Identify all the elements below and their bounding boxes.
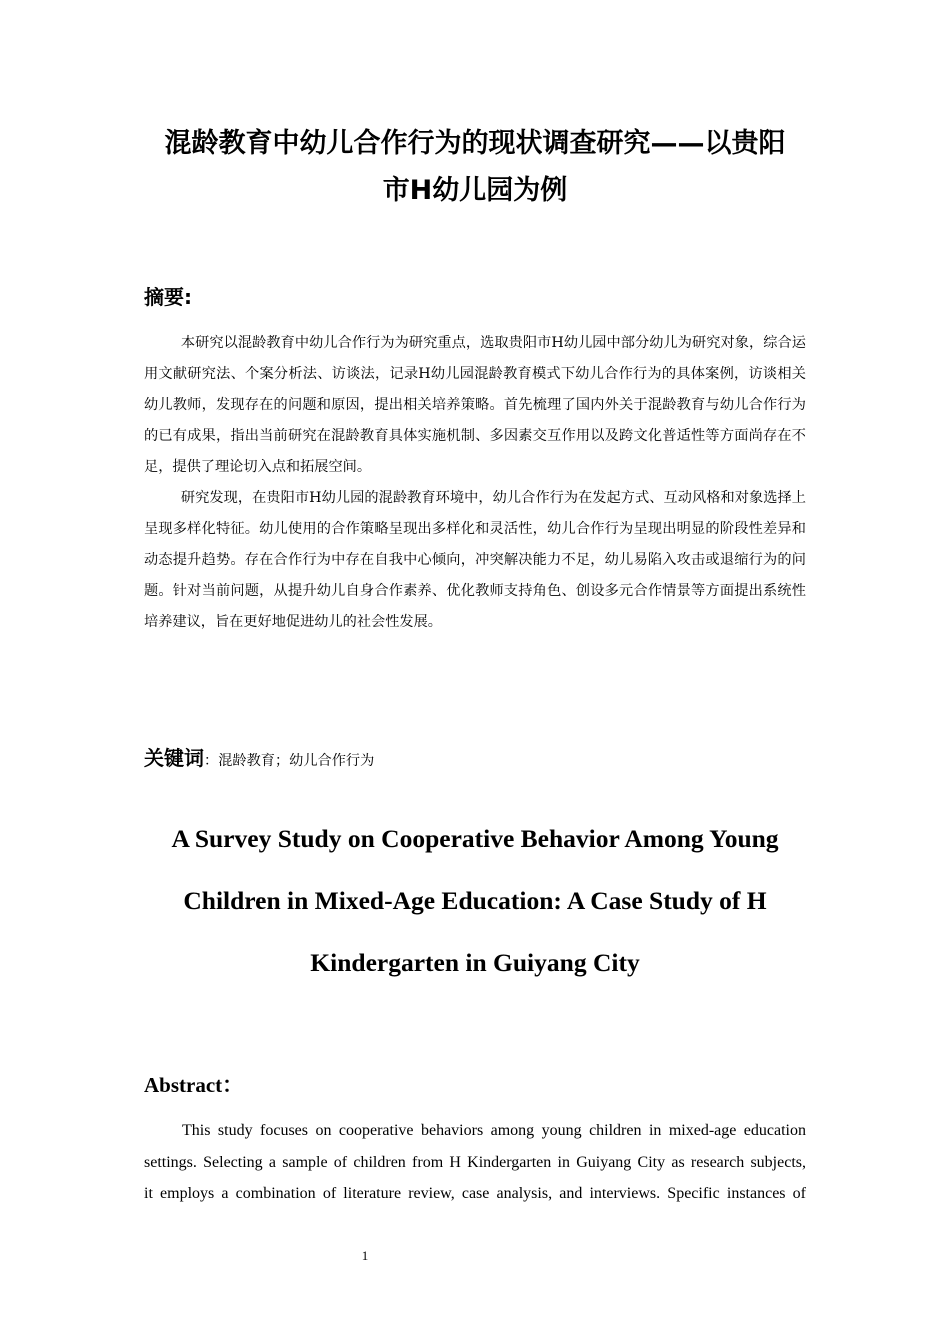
keywords-colon: ： — [204, 753, 219, 769]
chinese-abstract-paragraph-2: 研究发现，在贵阳市H幼儿园的混龄教育环境中，幼儿合作行为在发起方式、互动风格和对象选择上呈现多样化特征。幼儿使用的合作策略呈现出多样化和灵活性，幼儿合作行为呈现出明显的阶段性差异和动态提升趋势。存在合作行为中存在自我中心倾向，冲突解决能力不足，幼儿易陷入攻击或退缩行为的问题。针对当前问题，从提升幼儿自身合作素养、优化教师支持角色、创设多元合作情景等方面提出系统性培养建议，旨在更好地促进幼儿的社会性发展。 — [144, 490, 806, 630]
english-abstract-body — [144, 1115, 806, 1210]
keywords-line — [144, 742, 374, 771]
chinese-title — [140, 120, 810, 214]
english-title-line-3: Kindergarten in Guiyang City — [310, 948, 640, 977]
page-number: 1 — [361, 1248, 369, 1263]
keywords-text: 混龄教育；幼儿合作行为 — [218, 753, 375, 769]
chinese-title-line-2: 市H幼儿园为例 — [382, 175, 568, 206]
english-abstract-line-3: it employs a combination of literature review, case analysis, and interviews. Specific instances of — [144, 1185, 806, 1202]
english-title-line-2: Children in Mixed-Age Education: A Case Study of H — [183, 886, 767, 915]
chinese-title-line-1: 混龄教育中幼儿合作行为的现状调查研究——以贵阳 — [164, 128, 786, 159]
english-abstract-line-2: settings. Selecting a sample of children from H Kindergarten in Guiyang City as research subjects, — [144, 1153, 806, 1171]
english-abstract-label: Abstract： — [144, 1073, 244, 1097]
english-title-line-1: A Survey Study on Cooperative Behavior Among Young — [171, 824, 779, 853]
english-title — [140, 808, 810, 994]
chinese-abstract-body — [144, 328, 806, 638]
chinese-abstract-paragraph-1: 本研究以混龄教育中幼儿合作行为为研究重点，选取贵阳市H幼儿园中部分幼儿为研究对象，综合运用文献研究法、个案分析法、访谈法，记录H幼儿园混龄教育模式下幼儿合作行为的具体案例，访谈相关幼儿教师，发现存在的问题和原因，提出相关培养策略。首先梳理了国内外关于混龄教育与幼儿合作行为的已有成果，指出当前研究在混龄教育具体实施机制、多因素交互作用以及跨文化普适性等方面尚存在不足，提供了理论切入点和拓展空间。 — [144, 335, 806, 475]
english-abstract-line-1: This study focuses on cooperative behaviors among young children in mixed-age education — [182, 1122, 806, 1139]
chinese-abstract-label: 摘要: — [144, 285, 192, 309]
keywords-label: 关键词 — [144, 746, 204, 770]
